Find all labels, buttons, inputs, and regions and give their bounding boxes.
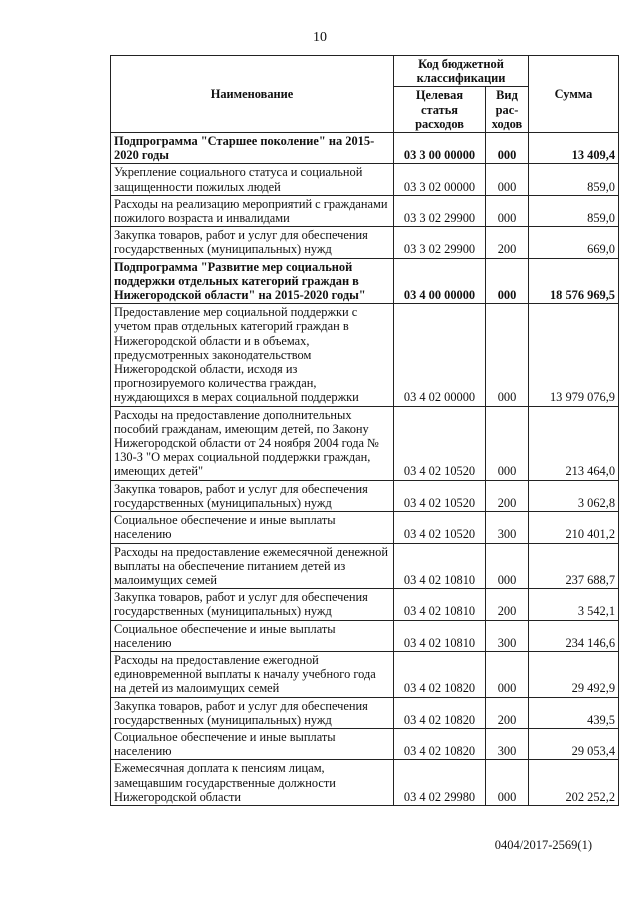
row-name: Ежемесячная доплата к пенсиям лицам, замещавшим государственные должности Нижегородской области xyxy=(111,760,394,806)
row-expense-type: 200 xyxy=(486,480,529,511)
row-sum: 18 576 969,5 xyxy=(529,258,619,304)
row-expense-type: 000 xyxy=(486,543,529,589)
row-sum: 13 409,4 xyxy=(529,133,619,164)
table-row xyxy=(111,406,619,480)
row-name: Подпрограмма "Старшее поколение" на 2015-2020 годы xyxy=(111,133,394,164)
row-code: 03 4 02 10520 xyxy=(394,480,486,511)
table-row xyxy=(111,133,619,164)
header-target-article: Целевая статья расходов xyxy=(394,87,486,133)
budget-table xyxy=(110,55,619,806)
row-code: 03 4 00 00000 xyxy=(394,258,486,304)
table-header xyxy=(111,56,619,133)
row-name: Предоставление мер социальной поддержки с учетом прав отдельных категорий граждан в Нижегородской области и в объемах, предусмотренных законодательством Нижегородской области, исходя из прогнозируемого количества граждан, нуждающихся в мерах социальной поддержки xyxy=(111,304,394,406)
row-name: Закупка товаров, работ и услуг для обеспечения государственных (муниципальных) нужд xyxy=(111,480,394,511)
row-sum: 213 464,0 xyxy=(529,406,619,480)
row-expense-type: 000 xyxy=(486,304,529,406)
row-expense-type: 000 xyxy=(486,651,529,697)
page-number: 10 xyxy=(313,30,327,45)
row-expense-type: 200 xyxy=(486,227,529,258)
row-code: 03 4 02 00000 xyxy=(394,304,486,406)
row-expense-type: 000 xyxy=(486,133,529,164)
row-name: Укрепление социального статуса и социальной защищенности пожилых людей xyxy=(111,164,394,195)
table-row xyxy=(111,258,619,304)
row-name: Расходы на реализацию мероприятий с гражданами пожилого возраста и инвалидами xyxy=(111,195,394,226)
table-row xyxy=(111,512,619,543)
row-sum: 29 053,4 xyxy=(529,728,619,759)
row-code: 03 4 02 10820 xyxy=(394,728,486,759)
row-name: Социальное обеспечение и иные выплаты населению xyxy=(111,728,394,759)
row-code: 03 4 02 29980 xyxy=(394,760,486,806)
table-row xyxy=(111,589,619,620)
header-name: Наименование xyxy=(111,56,394,133)
row-name: Закупка товаров, работ и услуг для обеспечения государственных (муниципальных) нужд xyxy=(111,227,394,258)
row-code: 03 3 00 00000 xyxy=(394,133,486,164)
row-code: 03 4 02 10810 xyxy=(394,589,486,620)
row-sum: 859,0 xyxy=(529,164,619,195)
row-code: 03 4 02 10820 xyxy=(394,697,486,728)
row-sum: 29 492,9 xyxy=(529,651,619,697)
row-code: 03 4 02 10810 xyxy=(394,543,486,589)
table-row xyxy=(111,304,619,406)
row-expense-type: 000 xyxy=(486,164,529,195)
row-name: Социальное обеспечение и иные выплаты населению xyxy=(111,620,394,651)
row-code: 03 3 02 29900 xyxy=(394,195,486,226)
row-expense-type: 200 xyxy=(486,697,529,728)
row-expense-type: 000 xyxy=(486,406,529,480)
row-sum: 202 252,2 xyxy=(529,760,619,806)
row-expense-type: 300 xyxy=(486,728,529,759)
row-code: 03 4 02 10520 xyxy=(394,406,486,480)
table-row xyxy=(111,651,619,697)
row-expense-type: 200 xyxy=(486,589,529,620)
row-expense-type: 300 xyxy=(486,512,529,543)
table-row xyxy=(111,760,619,806)
table-row xyxy=(111,543,619,589)
row-name: Закупка товаров, работ и услуг для обеспечения государственных (муниципальных) нужд xyxy=(111,589,394,620)
row-sum: 3 542,1 xyxy=(529,589,619,620)
row-sum: 13 979 076,9 xyxy=(529,304,619,406)
row-code: 03 4 02 10520 xyxy=(394,512,486,543)
row-code: 03 3 02 29900 xyxy=(394,227,486,258)
header-expense-type: Вид рас-ходов xyxy=(486,87,529,133)
row-name: Социальное обеспечение и иные выплаты населению xyxy=(111,512,394,543)
row-name: Закупка товаров, работ и услуг для обеспечения государственных (муниципальных) нужд xyxy=(111,697,394,728)
row-code: 03 4 02 10810 xyxy=(394,620,486,651)
table-row xyxy=(111,620,619,651)
row-sum: 210 401,2 xyxy=(529,512,619,543)
row-name: Расходы на предоставление дополнительных пособий гражданам, имеющим детей, по Закону Нижегородской области от 24 ноября 2004 года № 130-З "О мерах социальной поддержки граждан, имеющих детей" xyxy=(111,406,394,480)
row-sum: 439,5 xyxy=(529,697,619,728)
row-expense-type: 000 xyxy=(486,258,529,304)
table-row xyxy=(111,480,619,511)
document-id: 0404/2017-2569(1) xyxy=(494,838,592,852)
row-code: 03 4 02 10820 xyxy=(394,651,486,697)
row-sum: 237 688,7 xyxy=(529,543,619,589)
row-sum: 669,0 xyxy=(529,227,619,258)
row-sum: 234 146,6 xyxy=(529,620,619,651)
table-row xyxy=(111,227,619,258)
row-sum: 859,0 xyxy=(529,195,619,226)
header-sum: Сумма xyxy=(529,56,619,133)
table-body xyxy=(111,133,619,806)
table-row xyxy=(111,697,619,728)
row-name: Расходы на предоставление ежемесячной денежной выплаты на обеспечение питанием детей из малоимущих семей xyxy=(111,543,394,589)
row-code: 03 3 02 00000 xyxy=(394,164,486,195)
row-sum: 3 062,8 xyxy=(529,480,619,511)
table-row xyxy=(111,728,619,759)
row-expense-type: 300 xyxy=(486,620,529,651)
row-expense-type: 000 xyxy=(486,195,529,226)
row-expense-type: 000 xyxy=(486,760,529,806)
header-code-group: Код бюджетной классификации xyxy=(394,56,529,87)
table-row xyxy=(111,164,619,195)
table-row xyxy=(111,195,619,226)
row-name: Подпрограмма "Развитие мер социальной поддержки отдельных категорий граждан в Нижегородской области" на 2015-2020 годы" xyxy=(111,258,394,304)
row-name: Расходы на предоставление ежегодной единовременной выплаты к началу учебного года на детей из малоимущих семей xyxy=(111,651,394,697)
